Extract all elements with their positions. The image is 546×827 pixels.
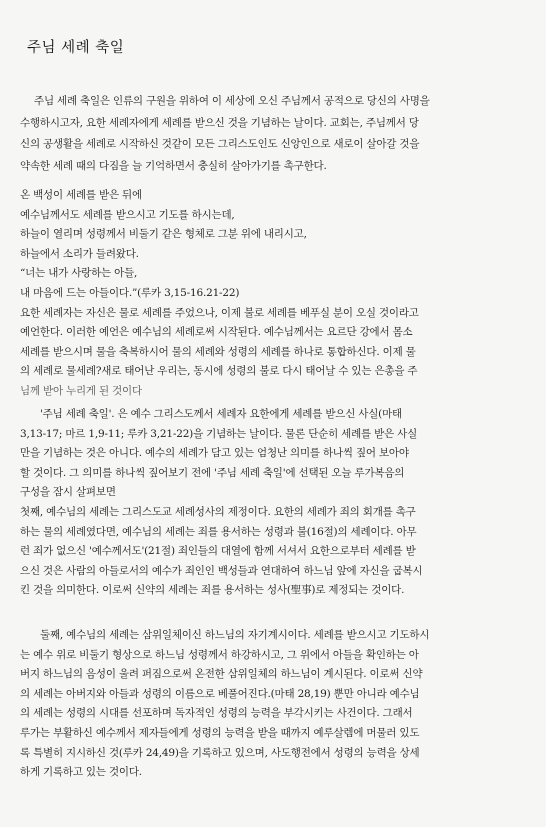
text-line: 으신 것은 사람의 아들로서의 예수가 죄인인 백성들과 연대하여 하느님 앞에 자신을 굽복시 — [20, 564, 423, 577]
text-line: 첫째, 예수님의 세례는 그리스도교 세례성사의 제정이다. 요한의 세례가 죄의 회개를 촉구 — [20, 505, 416, 518]
text-line: 버지 하느님의 음성이 울려 퍼짐으로써 온전한 삼위일체의 하느님이 계시된다. 이로써 신약 — [20, 668, 423, 681]
text-line: 는 예수 위로 비둘기 형상으로 하느님 성령께서 하강하시고, 그 위에서 아들을 확인하는 아 — [20, 648, 419, 661]
text-line: 약속한 세례 때의 다짐을 늘 기억하면서 충실히 살아가기를 촉구한다. — [20, 159, 327, 172]
text-line: 3,13-17; 마르 1,9-11; 루카 3,21-22)을 기념하는 날이다. 물론 단순히 세례를 받은 사실 — [20, 427, 418, 440]
text-line: 루가는 부활하신 예수께서 제자들에게 성령의 능력을 받을 때까지 예루살렘에 머물러 있도 — [20, 726, 420, 739]
text-line: 록 특별히 지시하신 것(루카 24,49)을 기록하고 있으며, 사도행전에서 성령의 능력을 상세 — [20, 746, 420, 759]
text-line: 세례를 받으시며 물을 축복하시어 물의 세례와 성령의 세례를 하나로 통합하신다. 이제 물 — [20, 345, 416, 358]
text-line: 온 백성이 세례를 받은 뒤에 — [20, 189, 142, 201]
text-line: 킨 것을 의미한다. 이로써 신약의 세례는 죄를 용서하는 성사(聖事)로 제정되는 것이다. — [20, 584, 405, 597]
text-line: 하늘이 열리며 성령께서 비둘기 같은 형체로 그분 위에 내리시고, — [20, 228, 307, 241]
text-line: 신의 공생활을 세례로 시작하신 것같이 모든 그리스도인도 신앙인으로 새로이 살아갈 것을 — [20, 138, 420, 151]
text-line: 의 세례로 물세례?새로 태어난 우리는, 동시에 성령의 불로 다시 태어날 수 있는 은총을 주 — [20, 365, 418, 378]
text-line: 수행하시고자, 요한 세례자에게 세례를 받으신 것을 기념하는 날이다. 교회는, 주님께서 당 — [20, 116, 419, 129]
text-line: 의 세례는 성령의 시대를 선포하며 독자적인 성령의 능력을 부각시키는 사건이다. 그래서 — [20, 707, 413, 720]
text-line: 하늘에서 소리가 들려왔다. — [20, 247, 139, 260]
text-line: 님께 받아 누리게 된 것이다 — [20, 384, 142, 397]
text-line: 하게 기록하고 있는 것이다. — [20, 766, 142, 779]
text-line: 만을 기념하는 것은 아니다. 예수의 세례가 담고 있는 엄청난 의미를 하나씩 짚어 보아야 — [20, 447, 409, 460]
text-line: 할 것이다. 그 의미를 하나씩 짚어보기 전에 '주님 세례 축일'에 선택된 오늘 루가복음의 — [20, 466, 405, 479]
text-line: 둘째, 예수님의 세례는 삼위일체이신 하느님의 자기계시이다. 세례를 받으시고 기도하시 — [40, 629, 430, 641]
text-line: 내 마음에 드는 아들이다.”(루카 3,15-16.21-22) — [20, 286, 240, 299]
text-line: “너는 내가 사랑하는 아들, — [20, 267, 138, 280]
text-line: 주님 세례 축일은 인류의 구원을 위하여 이 세상에 오신 주님께서 공적으로 당신의 사명을 — [34, 95, 430, 107]
second-paragraph — [20, 626, 528, 783]
text-line: 의 세례는 아버지와 아들과 성령의 이름으로 베풀어진다.(마태 28,19) 뿐만 아니라 예수님 — [20, 687, 420, 700]
text-line: 런 죄가 없으신 '예수께서도'(21절) 죄인들의 대열에 함께 서셔서 요한으로부터 세례를 받 — [20, 545, 416, 558]
text-line: 요한 세례자는 자신은 물로 세례를 주었으나, 이제 불로 세례를 베푸실 분이 오실 것이라고 — [20, 306, 419, 319]
text-line: 예언한다. 이러한 예언은 예수님의 세례로써 시작된다. 예수님께서는 요르단 강에서 몸소 — [20, 326, 413, 339]
text-line: 구성을 잠시 살펴보면 — [20, 486, 116, 499]
feast-paragraph — [20, 405, 528, 601]
text-line: 예수님께서도 세례를 받으시고 기도를 하시는데, — [20, 208, 235, 221]
intro-paragraph — [20, 91, 528, 177]
page-title: 주님 세례 축일 — [27, 40, 125, 56]
text-line: '주님 세례 축일'. 은 예수 그리스도께서 세례자 요한에게 세례를 받으신 사실(마태 — [40, 408, 402, 420]
text-line: 하는 물의 세례였다면, 예수님의 세례는 죄를 용서하는 성령과 불(16절)의 세례이다. 아무 — [20, 525, 417, 538]
scripture-paragraph — [20, 186, 528, 402]
